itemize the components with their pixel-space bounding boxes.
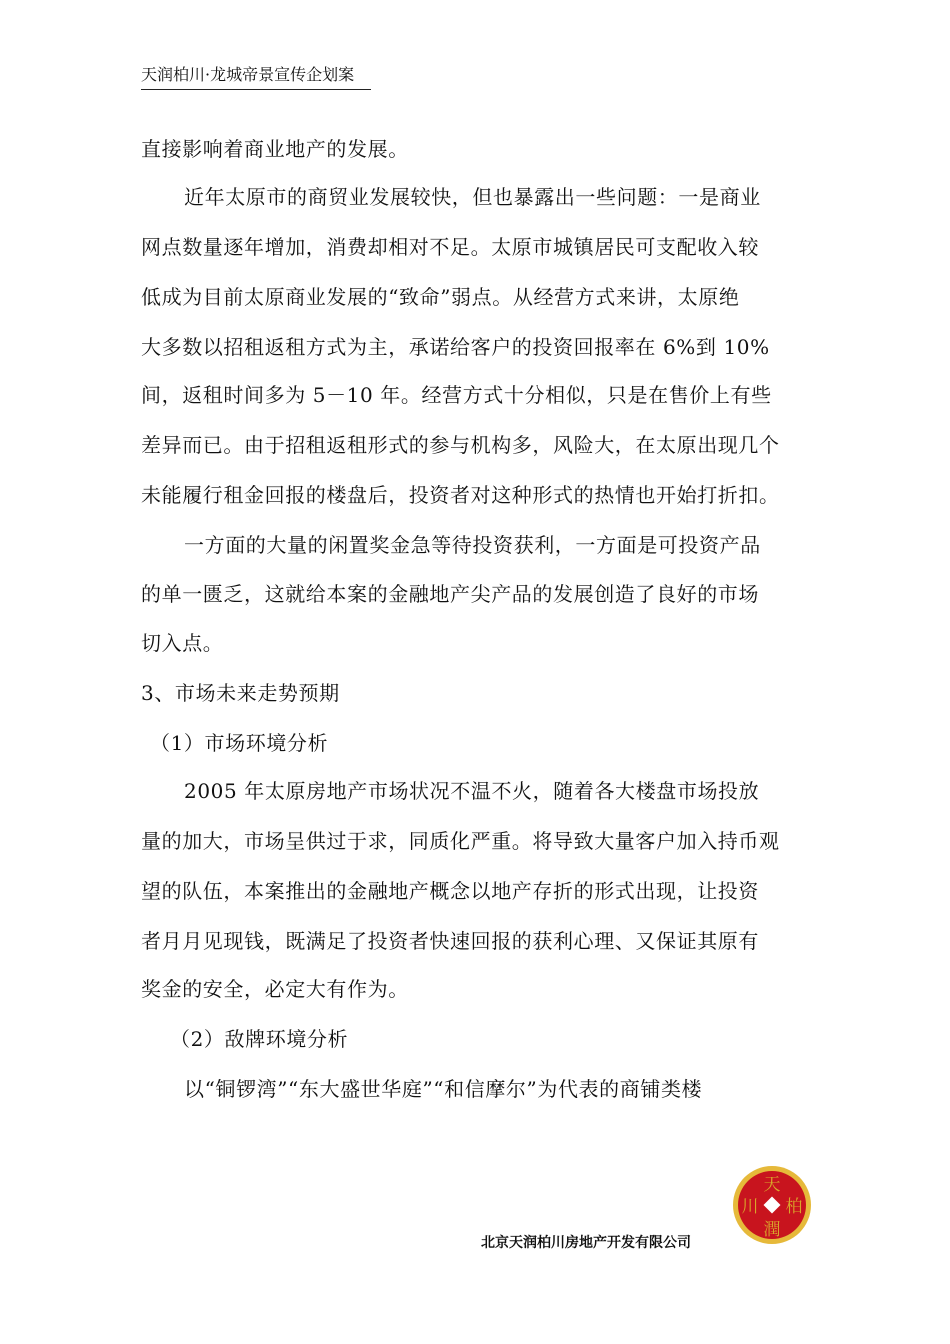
logo-char-right: 柏 [785, 1197, 803, 1217]
subsection-heading: （1）市场环境分析 [150, 731, 329, 755]
paragraph-line: 网点数量逐年增加，消费却相对不足。太原市城镇居民可支配收入较 [141, 235, 759, 259]
section-heading: 3、市场未来走势预期 [141, 681, 340, 705]
logo-char-left: 川 [741, 1197, 759, 1217]
logo-char-top: 天 [763, 1175, 781, 1195]
paragraph-line: 大多数以招租返租方式为主，承诺给客户的投资回报率在 6%到 10% [141, 335, 770, 359]
logo-char-bottom: 潤 [763, 1220, 781, 1240]
paragraph-line: 的单一匮乏，这就给本案的金融地产尖产品的发展创造了良好的市场 [141, 582, 759, 606]
paragraph-line: 量的加大，市场呈供过于求，同质化严重。将导致大量客户加入持币观 [141, 829, 780, 853]
page-header: 天润柏川·龙城帝景宣传企划案 [141, 64, 371, 90]
paragraph-line: 近年太原市的商贸业发展较快，但也暴露出一些问题：一是商业 [184, 185, 761, 209]
paragraph-line: 者月月见现钱，既满足了投资者快速回报的获利心理、又保证其原有 [141, 929, 759, 953]
subsection-heading: （2）敌牌环境分析 [170, 1027, 349, 1051]
paragraph-line: 直接影响着商业地产的发展。 [141, 137, 409, 161]
paragraph-line: 2005 年太原房地产市场状况不温不火，随着各大楼盘市场投放 [184, 779, 760, 803]
paragraph-line: 一方面的大量的闲置奖金急等待投资获利，一方面是可投资产品 [184, 533, 761, 557]
paragraph-line: 差异而已。由于招租返租形式的参与机构多，风险大，在太原出现几个 [141, 433, 780, 457]
company-logo-icon [732, 1165, 812, 1245]
paragraph-line: 未能履行租金回报的楼盘后，投资者对这种形式的热情也开始打折扣。 [141, 483, 780, 507]
paragraph-line: 低成为目前太原商业发展的“致命”弱点。从经营方式来讲，太原绝 [141, 285, 740, 309]
paragraph-line: 切入点。 [141, 631, 224, 655]
paragraph-line: 间，返租时间多为 5－10 年。经营方式十分相似，只是在售价上有些 [141, 383, 772, 407]
paragraph-line: 奖金的安全，必定大有作为。 [141, 977, 409, 1001]
paragraph-line: 望的队伍，本案推出的金融地产概念以地产存折的形式出现，让投资 [141, 879, 759, 903]
footer-company-name: 北京天润柏川房地产开发有限公司 [481, 1235, 691, 1251]
paragraph-line: 以“铜锣湾”“东大盛世华庭”“和信摩尔”为代表的商铺类楼 [184, 1077, 703, 1101]
